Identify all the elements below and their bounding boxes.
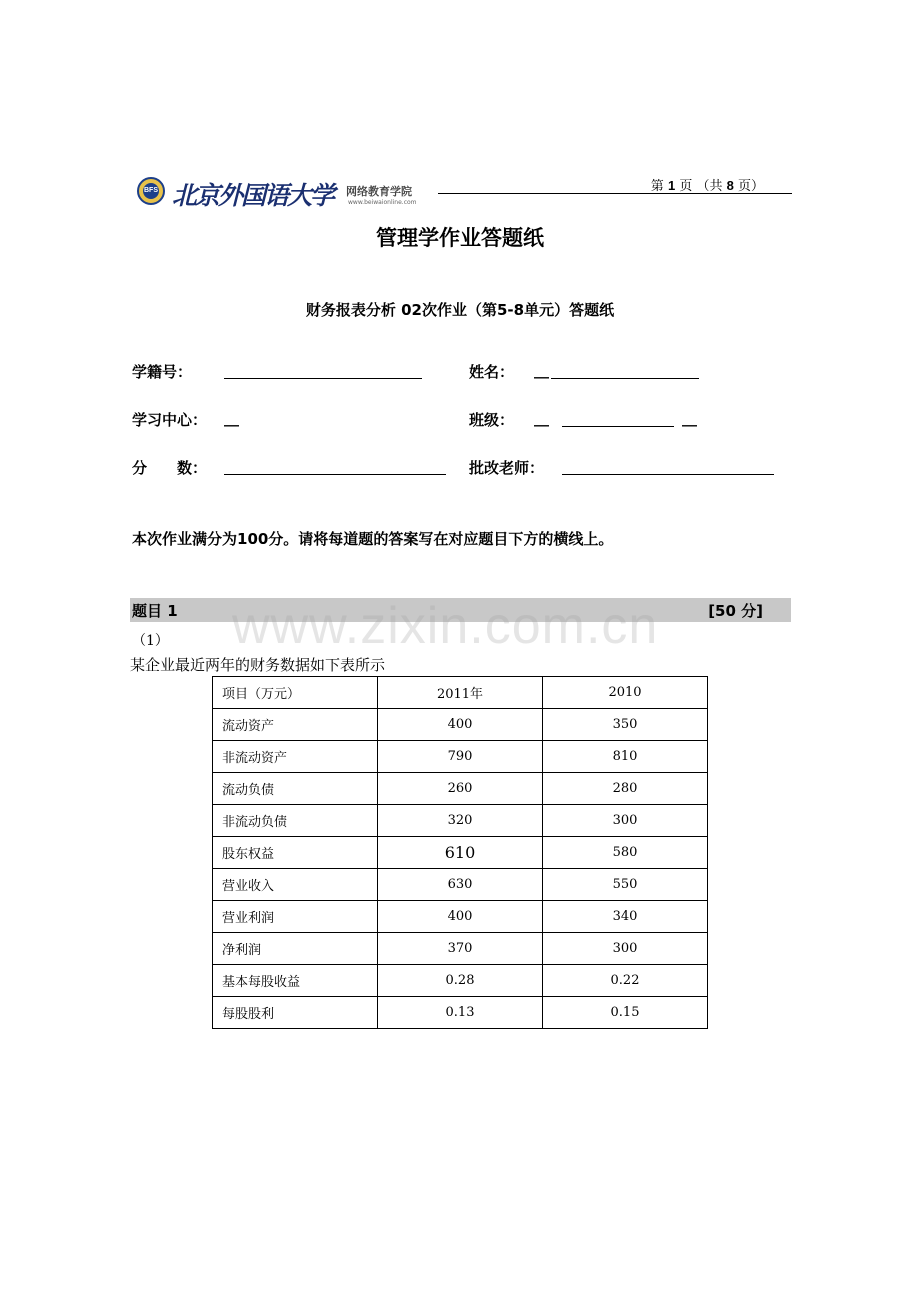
- table-cell: 300: [543, 805, 708, 837]
- class-label: 班级：: [469, 411, 515, 429]
- page-indicator: [651, 175, 764, 194]
- class-suffix: __: [682, 409, 697, 427]
- table-cell: 400: [378, 709, 543, 741]
- table-cell: 非流动资产: [213, 741, 378, 773]
- table-cell: 300: [543, 933, 708, 965]
- table-row: [213, 773, 708, 805]
- name-prefix: __: [534, 361, 549, 379]
- table-cell: 610: [378, 837, 543, 869]
- school-subtitle: 网络教育学院: [346, 185, 412, 198]
- table-cell: 非流动负债: [213, 805, 378, 837]
- table-cell: 550: [543, 869, 708, 901]
- table-row: [213, 869, 708, 901]
- page-suffix: 页）: [737, 179, 764, 194]
- table-cell: 每股股利: [213, 997, 378, 1029]
- question-score: [50 分]: [708, 602, 763, 620]
- name-label: 姓名：: [469, 363, 515, 381]
- table-header-cell: 项目（万元）: [213, 677, 378, 709]
- table-cell: 630: [378, 869, 543, 901]
- teacher-line[interactable]: [562, 474, 774, 475]
- table-cell: 流动资产: [213, 709, 378, 741]
- table-row: [213, 709, 708, 741]
- table-cell: 流动负债: [213, 773, 378, 805]
- table-cell: 0.13: [378, 997, 543, 1029]
- table-header-row: [213, 677, 708, 709]
- university-name-logo: 北京外国语大学: [172, 181, 334, 210]
- table-cell: 营业利润: [213, 901, 378, 933]
- page-mid: 页 （共: [679, 179, 723, 194]
- class-line[interactable]: [562, 426, 674, 427]
- instructions: 本次作业满分为100分。请将每道题的答案写在对应题目下方的横线上。: [132, 530, 614, 548]
- table-cell: 0.15: [543, 997, 708, 1029]
- score-line[interactable]: [224, 474, 446, 475]
- question-title: 题目 1: [132, 602, 178, 620]
- table-cell: 营业收入: [213, 869, 378, 901]
- class-prefix: __: [534, 409, 549, 427]
- table-cell: 790: [378, 741, 543, 773]
- table-row: [213, 837, 708, 869]
- table-row: [213, 997, 708, 1029]
- table-row: [213, 741, 708, 773]
- name-line[interactable]: [551, 378, 699, 379]
- table-header-cell: 2011年: [378, 677, 543, 709]
- table-row: [213, 901, 708, 933]
- score-label: 分 数：: [132, 459, 208, 477]
- table-cell: 580: [543, 837, 708, 869]
- student-id-line[interactable]: [224, 378, 422, 379]
- table-cell: 260: [378, 773, 543, 805]
- table-cell: 320: [378, 805, 543, 837]
- document-subtitle: 财务报表分析 02次作业（第5-8单元）答题纸: [305, 301, 615, 319]
- table-row: [213, 933, 708, 965]
- seal-text: BFS: [143, 183, 159, 199]
- page-total: 8: [726, 178, 734, 193]
- table-cell: 810: [543, 741, 708, 773]
- university-seal-logo: [137, 177, 165, 205]
- table-cell: 280: [543, 773, 708, 805]
- teacher-label: 批改老师：: [469, 459, 545, 477]
- table-cell: 370: [378, 933, 543, 965]
- student-id-label: 学籍号：: [132, 363, 193, 381]
- table-cell: 0.28: [378, 965, 543, 997]
- table-row: [213, 965, 708, 997]
- financial-data-table: [212, 676, 708, 1029]
- table-cell: 400: [378, 901, 543, 933]
- table-cell: 股东权益: [213, 837, 378, 869]
- school-url: www.beiwaionline.com: [348, 199, 417, 206]
- page-current: 1: [667, 178, 676, 193]
- document-title: 管理学作业答题纸: [376, 226, 544, 250]
- table-cell: 350: [543, 709, 708, 741]
- question-description: 某企业最近两年的财务数据如下表所示: [130, 656, 386, 674]
- watermark: www.zixin.com.cn: [232, 597, 659, 655]
- table-cell: 基本每股收益: [213, 965, 378, 997]
- page-prefix: 第: [650, 179, 664, 194]
- page-header: [132, 168, 792, 212]
- table-cell: 340: [543, 901, 708, 933]
- table-cell: 0.22: [543, 965, 708, 997]
- table-row: [213, 805, 708, 837]
- learning-center-value[interactable]: __: [224, 409, 239, 427]
- table-header-cell: 2010: [543, 677, 708, 709]
- table-cell: 净利润: [213, 933, 378, 965]
- question-part-label: （1）: [132, 633, 169, 649]
- learning-center-label: 学习中心：: [132, 411, 208, 429]
